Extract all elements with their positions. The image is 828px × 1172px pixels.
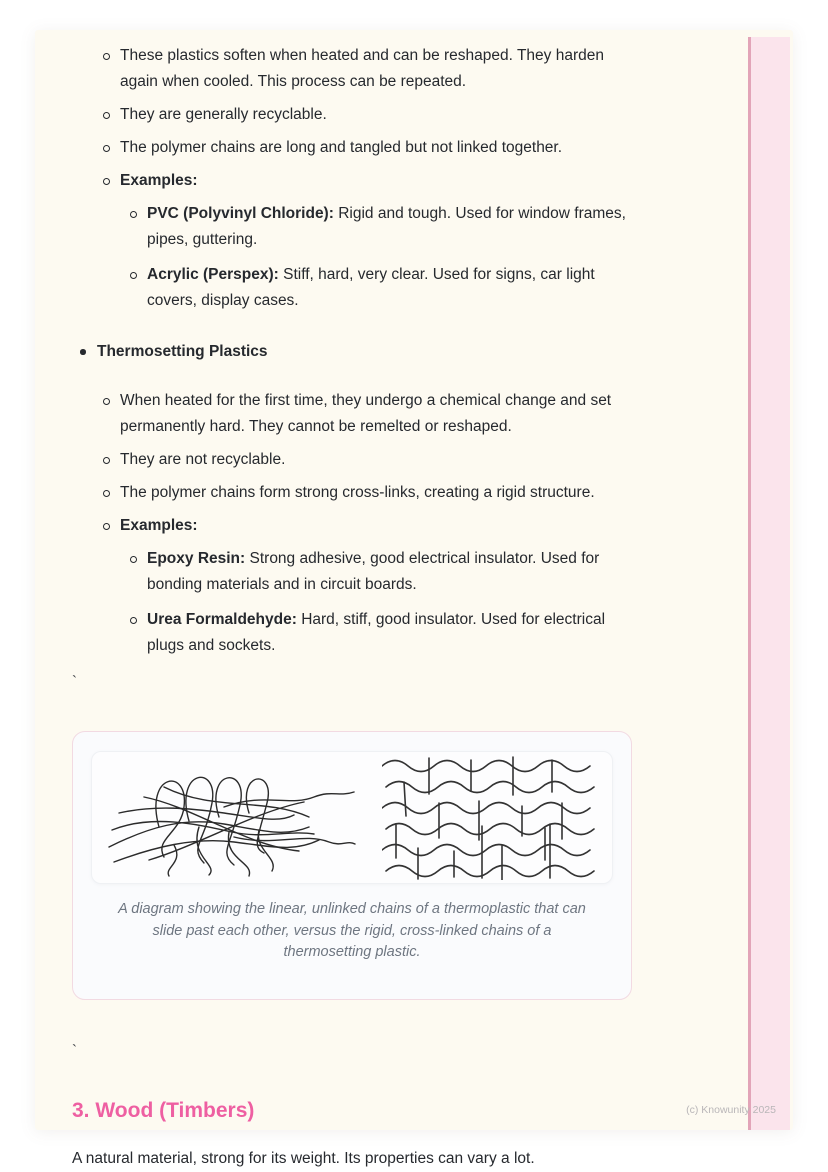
example-item: [130, 201, 634, 253]
example-rest: Rigid and tough. Used for window frames, pipes, guttering.: [147, 205, 626, 248]
thermosetting-examples-list: [130, 546, 634, 659]
examples-label-item: [103, 168, 634, 194]
list-item: [103, 135, 634, 161]
example-rest: Strong adhesive, good electrical insulator. Used for bonding materials and in circuit boards.: [147, 550, 600, 593]
circle-bullet-icon: [103, 523, 110, 530]
page-edge-highlight-band: [748, 37, 790, 1130]
list-item-text: These plastics soften when heated and can be reshaped. They harden again when cooled. This process can be repeated.: [120, 47, 604, 90]
example-lead: Urea Formaldehyde:: [147, 611, 297, 628]
circle-bullet-icon: [103, 457, 110, 464]
example-lead: PVC (Polyvinyl Chloride):: [147, 205, 334, 222]
cross-linked-chains-diagram: [382, 756, 600, 880]
circle-bullet-icon: [130, 617, 137, 624]
circle-bullet-icon: [103, 178, 110, 185]
example-item-text: [147, 201, 634, 253]
list-item-text: The polymer chains are long and tangled but not linked together.: [120, 139, 563, 156]
polymer-chains-diagram: [91, 751, 613, 884]
example-item: [130, 607, 634, 659]
list-item: [103, 480, 634, 506]
circle-bullet-icon: [103, 145, 110, 152]
example-item-text: [147, 262, 634, 314]
example-lead: Epoxy Resin:: [147, 550, 246, 567]
list-item: [103, 447, 634, 473]
example-item-text: [147, 607, 634, 659]
thermosetting-title: Thermosetting Plastics: [97, 343, 268, 360]
example-rest: Stiff, hard, very clear. Used for signs, car light covers, display cases.: [147, 266, 595, 309]
example-item: [130, 546, 634, 598]
stray-backtick: `: [72, 1042, 77, 1059]
figure-caption: A diagram showing the linear, unlinked chains of a thermoplastic that can slide past each other, versus the rigid, cross-linked chains of a thermosetting plastic.: [118, 901, 586, 960]
circle-bullet-icon: [103, 490, 110, 497]
figure-card: [72, 731, 632, 1000]
page-content: [72, 43, 634, 1172]
examples-label: Examples:: [120, 172, 198, 189]
example-lead: Acrylic (Perspex):: [147, 266, 279, 283]
thermosetting-list: [103, 388, 634, 539]
circle-bullet-icon: [103, 112, 110, 119]
wood-intro-paragraph: A natural material, strong for its weight. Its properties can vary a lot.: [72, 1150, 535, 1167]
document-page: [35, 30, 793, 1167]
list-item: [103, 102, 634, 128]
examples-label: Examples:: [120, 517, 198, 534]
list-item-text: When heated for the first time, they undergo a chemical change and set permanently hard. They cannot be remelted or reshaped.: [120, 392, 612, 435]
examples-label-item: [103, 513, 634, 539]
copyright-watermark: (c) Knowunity 2025: [686, 1104, 776, 1116]
example-rest: Hard, stiff, good insulator. Used for electrical plugs and sockets.: [147, 611, 606, 654]
thermoplastics-examples-list: [130, 201, 634, 314]
list-item: [103, 43, 634, 95]
tangled-chains-diagram: [104, 759, 356, 877]
stray-backtick: `: [72, 673, 77, 690]
disc-bullet-icon: [80, 349, 86, 355]
list-item: [103, 388, 634, 440]
circle-bullet-icon: [130, 272, 137, 279]
list-item-text: They are generally recyclable.: [120, 106, 327, 123]
example-item-text: [147, 546, 634, 598]
circle-bullet-icon: [103, 398, 110, 405]
circle-bullet-icon: [103, 53, 110, 60]
thermoplastics-list: [103, 43, 634, 194]
section-heading-wood: 3. Wood (Timbers): [72, 1099, 255, 1122]
list-item-text: They are not recyclable.: [120, 451, 286, 468]
circle-bullet-icon: [130, 556, 137, 563]
list-item-text: The polymer chains form strong cross-links, creating a rigid structure.: [120, 484, 595, 501]
circle-bullet-icon: [130, 211, 137, 218]
thermosetting-title-item: [80, 339, 634, 365]
example-item: [130, 262, 634, 314]
